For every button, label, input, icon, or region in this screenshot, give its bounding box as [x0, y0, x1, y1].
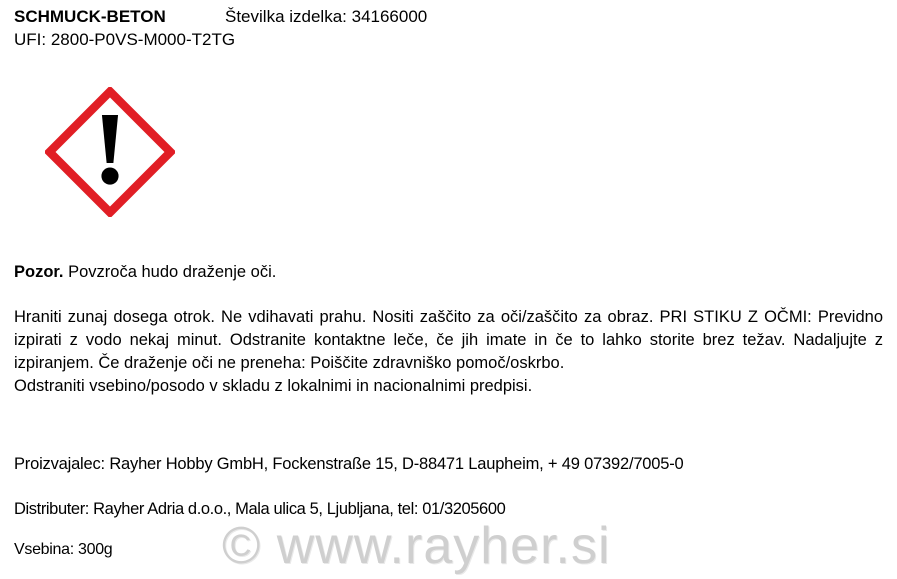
- label-header: [14, 5, 883, 28]
- precautionary-statements: [14, 306, 883, 398]
- disposal-statement: Odstraniti vsebino/posodo v skladu z lokalnimi in nacionalnimi predpisi.: [14, 377, 533, 395]
- article-number: Številka izdelka: 34166000: [225, 7, 428, 26]
- hazard-statement: Povzroča hudo draženje oči.: [68, 263, 277, 281]
- distributor-info: Distributer: Rayher Adria d.o.o., Mala ulica 5, Ljubljana, tel: 01/3205600: [14, 500, 506, 518]
- product-name: SCHMUCK-BETON: [14, 7, 166, 26]
- manufacturer-info: Proizvajalec: Rayher Hobby GmbH, Fockenstraße 15, D-88471 Laupheim, + 49 07392/7005-0: [14, 455, 684, 473]
- ufi-code: UFI: 2800-P0VS-M000-T2TG: [14, 30, 236, 49]
- precautionary-text: Hraniti zunaj dosega otrok. Ne vdihavati prahu. Nositi zaščito za oči/zaščito za obraz. PRI STIKU Z OČMI: Previdno izpirati z vodo nekaj minut. Odstranite kontaktne leče, če jih imate in če to lahko storite brez težav. Nadaljujte z izpiranjem. Če draženje oči ne preneha: Poiščite zdravniško pomoč/oskrbo.: [14, 308, 883, 372]
- net-contents: Vsebina: 300g: [14, 541, 113, 558]
- hazard-statement-line: [14, 261, 276, 284]
- watermark: © www.rayher.si: [222, 517, 611, 575]
- ghs07-exclamation-mark-icon: [45, 87, 175, 217]
- signal-word: Pozor.: [14, 263, 64, 281]
